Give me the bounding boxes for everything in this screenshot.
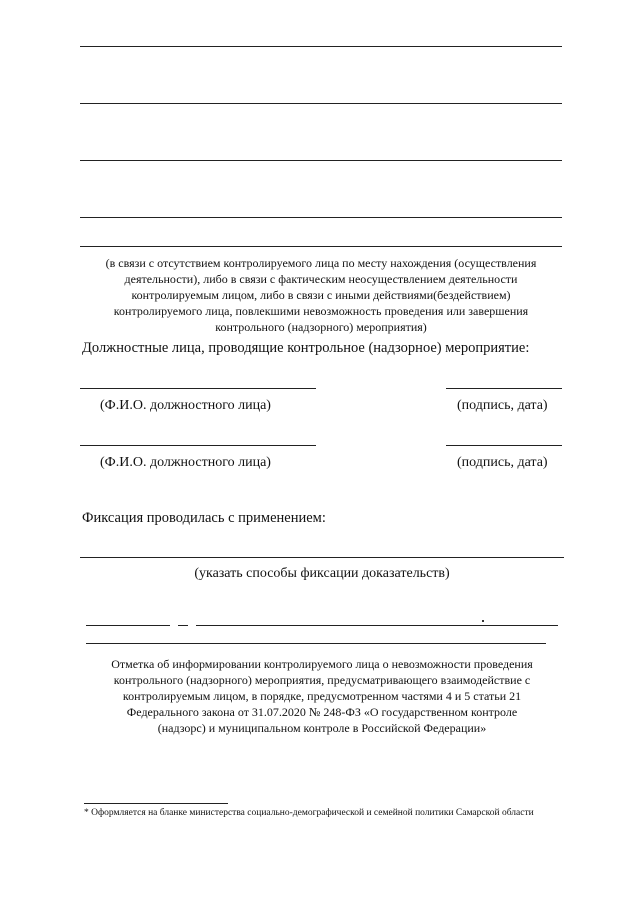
reason-note-line: контролируемым лицом, либо в связи с иными действиями(бездействием)	[131, 288, 511, 302]
official-name-line	[80, 388, 316, 389]
official-signature-caption: (подпись, дата)	[457, 455, 548, 470]
blank-line-2	[80, 103, 562, 104]
reason-note-line: деятельности), либо в связи с фактическим неосуществлением деятельности	[124, 272, 518, 286]
blank-line-3	[80, 160, 562, 161]
dot-mark	[482, 620, 484, 622]
inform-note-line: (надзорс) и муниципальном контроле в Российской Федерации»	[157, 721, 487, 735]
inform-line	[86, 643, 546, 644]
official-name-line	[80, 445, 316, 446]
reason-note-line: (в связи с отсутствием контролируемого лица по месту нахождения (осуществления	[105, 256, 537, 270]
inform-line-segment	[86, 625, 170, 626]
official-signature-caption: (подпись, дата)	[457, 398, 548, 413]
footnote-separator	[84, 803, 228, 804]
blank-line-1	[80, 46, 562, 47]
inform-note-line: контрольного (надзорного) мероприятия, предусматривающего взаимодействие с	[113, 673, 531, 687]
inform-line-segment	[196, 625, 558, 626]
officials-heading: Должностные лица, проводящие контрольное (надзорное) мероприятие:	[82, 340, 530, 356]
official-signature-line	[446, 388, 562, 389]
official-signature-line	[446, 445, 562, 446]
official-name-caption: (Ф.И.О. должностного лица)	[100, 455, 271, 470]
blank-line-5	[80, 246, 562, 247]
reason-note-line: контролируемого лица, повлекшими невозможность проведения или завершения	[113, 304, 529, 318]
fixation-heading: Фиксация проводилась с применением:	[82, 510, 326, 526]
inform-note-line: Отметка об информировании контролируемого лица о невозможности проведения	[111, 657, 533, 671]
inform-line-segment	[178, 625, 188, 626]
inform-note-line: Федерального закона от 31.07.2020 № 248-ФЗ «О государственном контроле	[126, 705, 518, 719]
fixation-line	[80, 557, 564, 558]
fixation-caption: (указать способы фиксации доказательств)	[194, 566, 450, 581]
inform-note-line: контролируемым лицом, в порядке, предусмотренном частями 4 и 5 статьи 21	[122, 689, 522, 703]
reason-note-line: контрольного (надзорного) мероприятия)	[215, 320, 427, 334]
official-name-caption: (Ф.И.О. должностного лица)	[100, 398, 271, 413]
footnote-text: * Оформляется на бланке министерства социально-демографической и семейной политики Самарской области	[84, 808, 534, 818]
blank-line-4	[80, 217, 562, 218]
